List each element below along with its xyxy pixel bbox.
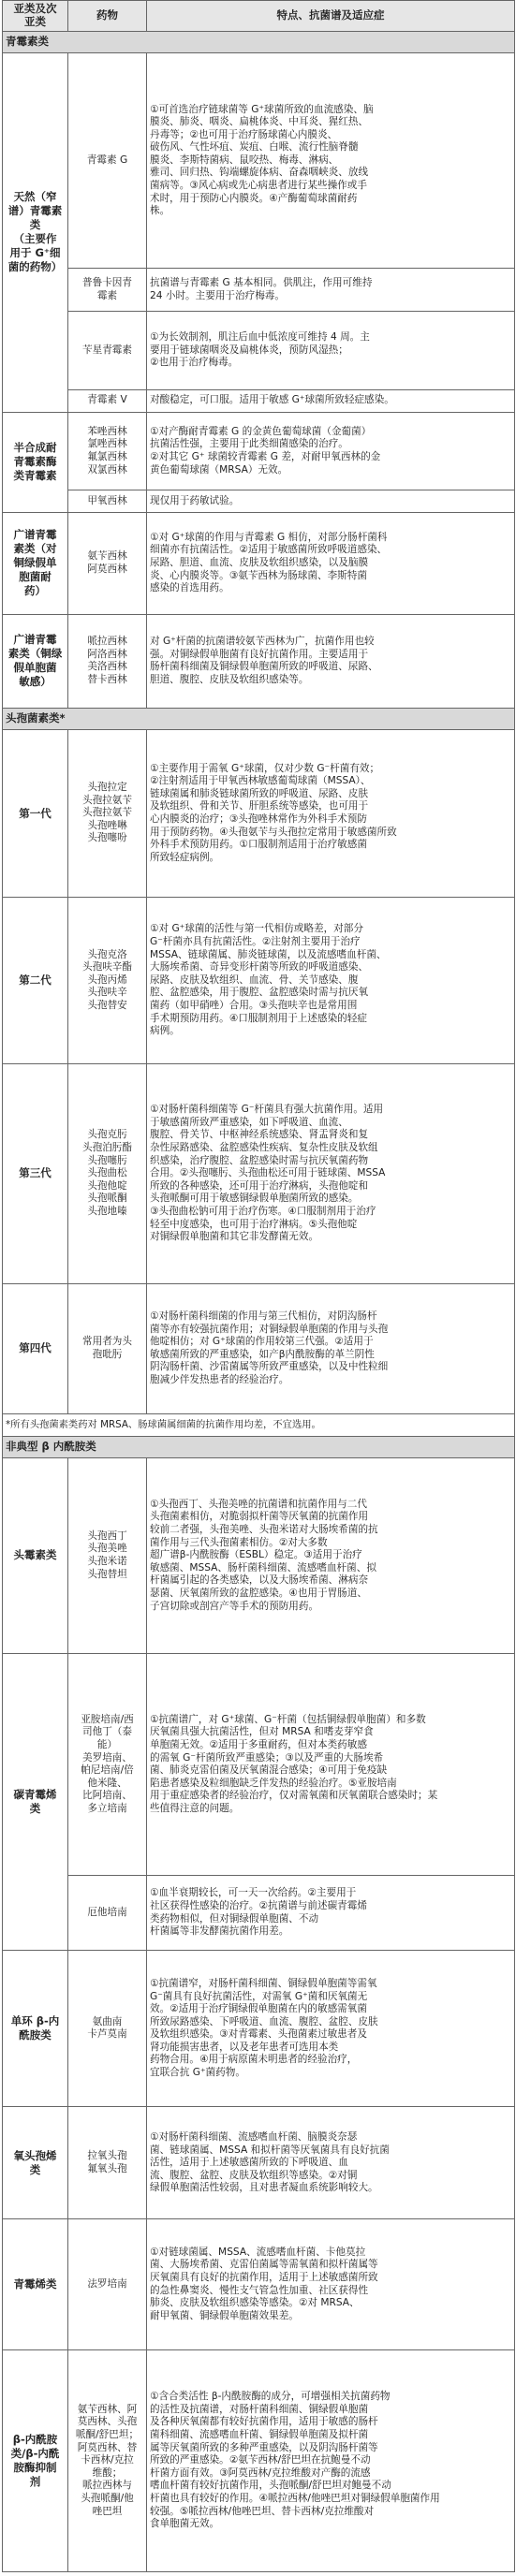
drug-cell [68, 513, 147, 615]
subclass-cell [3, 614, 68, 708]
features-cell [147, 1951, 515, 2107]
features-text: ①可首选治疗链球菌等 G⁺球菌所致的血流感染、脑 膜炎、肺炎、咽炎、扁桃体炎、中耳炎、猩红热、 丹毒等；②也可用于治疗肠球菌心内膜炎、 破伤风、气性坏疽、炭疽、白喉、流行性脑脊髓 膜炎、李斯特菌病、鼠咬热、梅毒、淋病、 雅司、回归热、钩端螺旋体病、奋森咽峡炎、放线 菌病等。③风心病或先心病患者进行某些操作或手 术时，用于预防心内膜炎。④产酶葡萄球菌耐药 株。 [150, 103, 374, 217]
drug-cell [68, 1654, 147, 1876]
subclass-cell [3, 1951, 68, 2107]
features-text: ①对链球菌属、MSSA、流感嗜血杆菌、卡他莫拉 菌、大肠埃希菌、克雷伯菌属等需氧菌和拟杆菌属等 厌氧菌具有良好的抗菌作用，适用于上述敏感菌所致 的急性鼻窦炎、慢性支气管急性加重、社区获得性 肺炎、皮肤及软组织感染等感染。②对 MRSA、 耐甲氧菌、铜绿假单胞菌效果差。 [150, 2246, 378, 2321]
features-cell [147, 490, 515, 513]
features-cell [147, 2219, 515, 2349]
drug-names: 亚胺培南/西 司他丁（泰 能） 美罗培南、 帕尼培南/倍 他米隆、 比阿培南、 多立培南 [81, 1713, 134, 1814]
drug-names: 哌拉西林 阿洛西林 美洛西林 替卡西林 [87, 636, 127, 686]
subclass-cell [3, 2107, 68, 2219]
table-row [3, 1457, 515, 1653]
subclass-cell [3, 1283, 68, 1413]
features-cell [147, 389, 515, 412]
features-cell [147, 513, 515, 615]
table-row [3, 389, 515, 412]
subclass-label: 第一代 [19, 806, 52, 820]
table-row [3, 490, 515, 513]
drug-cell [68, 1876, 147, 1951]
drug-names: 常用者为头 孢吡肟 [82, 1336, 132, 1360]
table-row [3, 2219, 515, 2349]
table-row [3, 1951, 515, 2107]
drug-cell [68, 2107, 147, 2219]
features-cell [147, 1654, 515, 1876]
drug-names: 头孢拉定 头孢拉氨苄 头孢拉氨苄 头孢唑啉 头孢噻吩 [82, 782, 132, 844]
subclass-label: 青霉烯类 [13, 2277, 57, 2291]
beta-lactam-table [2, 0, 515, 2572]
features-cell [147, 269, 515, 312]
features-text: ①对 G⁺球菌的作用与青霉素 G 相仿，对部分肠杆菌科 细菌亦有抗菌活性。②适用于敏感菌所致呼吸道感染、 尿路、胆道、血流、皮肤及软组织感染，以及脑膜 炎、心内膜炎等。③氨苄西林为肠球菌、李斯特菌 感染的首选用药。 [150, 531, 388, 594]
drug-names: 头孢克洛 头孢呋辛酯 头孢丙烯 头孢呋辛 头孢替安 [82, 948, 132, 1011]
drug-cell [68, 1951, 147, 2107]
subclass-cell [3, 53, 68, 412]
features-cell [147, 1876, 515, 1951]
features-text: ①抗菌谱广，对 G⁺球菌、G⁻杆菌（包括铜绿假单胞菌）和多数 厌氧菌具强大抗菌活性，但对 MRSA 和嗜麦芽窄食 单胞菌无效。②适用于多重耐药，但对本类药敏感 的需氧 G⁻杆菌所致严重感染；③以及严重的大肠埃希 菌、肺炎克雷伯菌及厌氧菌混合感染；④可用于免疫缺 陷患者感染及粒细胞缺乏伴发热的经验治疗。⑤亚胺培南 用于重症感染者的经验治疗，仅对需氧菌和厌氧菌联合感染时；某 些值得注意的问题。 [150, 1713, 438, 1814]
table-row [3, 730, 515, 898]
subclass-cell [3, 1064, 68, 1283]
drug-cell [68, 389, 147, 412]
drug-cell [68, 2219, 147, 2349]
features-text: ①对肠杆菌科细菌的作用与第三代相仿，对阴沟肠杆 菌等亦有较强抗菌作用；对铜绿假单胞菌的作用与头孢 他啶相仿；对 G⁺球菌的作用较第三代强。②适用于 敏感菌所致的严重感染，如产β内酰胺酶的革兰阴性 阴沟肠杆菌、沙雷菌属等所致严重感染，以及中性粒细 胞减少伴发热患者的经验治疗。 [150, 1310, 389, 1385]
table-row [3, 1283, 515, 1413]
table-row [3, 412, 515, 490]
drug-names: 拉氧头孢 氟氧头孢 [87, 2150, 127, 2174]
features-text: ①抗菌谱窄，对肠杆菌科细菌、铜绿假单胞菌等需氧 G⁻菌具有良好抗菌活性，对需氧 G⁺菌和厌氧菌无 效。②适用于治疗铜绿假单胞菌在内的敏感需氧菌 所致尿路感染、下呼吸道、血流、腹腔、盆腔、皮肤 及软组织感染。③对青霉素、头孢菌素过敏患者及 肾功能损害患者，以及老年患者可选用本类 药物合用。④用于病原菌未明患者的经验治疗， 宜联合抗 G⁺菌药物。 [150, 1977, 378, 2079]
subclass-label: 单环 β-内 酰胺类 [10, 2014, 60, 2042]
subclass-cell [3, 2219, 68, 2349]
features-cell [147, 1457, 515, 1653]
subclass-cell [3, 2349, 68, 2571]
table-row [3, 53, 515, 269]
features-text: ①血半衰期较长，可一天一次给药。②主要用于 社区获得性感染的治疗。②抗菌谱与前述碳青霉烯 类药物相似，但对铜绿假单胞菌、不动 杆菌属等非发酵菌抗菌作用差。 [150, 1887, 367, 1938]
header-features: 特点、抗菌谱及适应症 [147, 1, 515, 32]
drug-names: 厄他培南 [87, 1906, 127, 1918]
subclass-label: β-内酰胺 类/β-内酰 胺酶抑制 剂 [10, 2432, 60, 2488]
section-row [3, 32, 515, 53]
features-text: ①对肠杆菌科细菌等 G⁻杆菌具有强大抗菌作用。适用 于敏感菌所致严重感染，如下呼吸道、血流、 腹腔、骨关节、中枢神经系统感染、肾盂肾炎和复 杂性尿路感染、盆腔感染性疾病、复杂性皮肤及软组 织感染，治疗腹腔、盆腔感染时需与抗厌氧菌药物 合用。②头孢噻肟、头孢曲松还可用于链球菌、MSSA 所致的各种感染，还可用于治疗淋病，头孢他啶和 头孢哌酮可用于敏感铜绿假单胞菌所致的感染。 ③头孢曲松钠可用于治疗伤寒。④口服制剂用于治疗 轻至中度感染，也可用于治疗淋病。⑤头孢他啶 对铜绿假单胞菌和其它非发酵菌无效。 [150, 1104, 386, 1243]
table-row [3, 897, 515, 1064]
subclass-cell [3, 513, 68, 615]
features-cell [147, 312, 515, 390]
drug-names: 氨苄西林 阿莫西林 [87, 550, 127, 575]
features-text: ①头孢西丁、头孢美唑的抗菌谱和抗菌作用与二代 头孢菌素相仿，对脆弱拟杆菌等厌氧菌的抗菌作用 较前二者强，头孢美唑、头孢米诺对大肠埃希菌的抗 菌作用与三代头孢菌素相仿。②对大多数 超广谱β-内酰胺酶（ESBL）稳定。③适用于治疗 敏感菌、MSSA、肠杆菌科细菌、流感嗜血杆菌、拟 杆菌属引起的各类感染，以及大肠埃希菌、淋病奈 瑟菌、厌氧菌所致的盆腔感染。④也用于胃肠道、 子宫切除或剖宫产等手术的预防用药。 [150, 1498, 378, 1612]
features-text: ①含合类活性 β-内酰胺酶的成分，可增强相关抗菌药物 的活性及抗菌谱，对肠杆菌科细菌、铜绿假单胞菌 及各种厌氧菌都有较好抗菌作用，适用于敏感的肠杆 菌科细菌、流感嗜血杆菌、铜绿假单胞菌及拟杆菌 属等厌氧菌所致的多种严重感染，以及阴沟肠杆菌等 所致的严重感染。②氨苄西林/舒巴坦在抗鲍曼不动 杆菌方面有效。③阿莫西林/克拉维酸对产酶的流感 嗜血杆菌有较好抗菌作用，头孢哌酮/舒巴坦对鲍曼不动 杆菌也具有较好的作用。④哌拉西林/他唑巴坦对铜绿假单胞菌作用 较强。⑤哌拉西林/他唑巴坦、替卡西林/克拉维酸对 食单胞菌无效。 [150, 2391, 440, 2530]
features-text: 对 G⁺杆菌的抗菌谱较氨苄西林为广，抗菌作用也较 强。对铜绿假单胞菌有良好抗菌作用。主要适用于 肠杆菌科细菌及铜绿假单胞菌所致的呼吸道、尿路、 胆道、腹腔、皮肤及软组织感染等。 [150, 636, 378, 686]
drug-cell [68, 2349, 147, 2571]
footnote: *所有头孢菌素类药对 MRSA、肠球菌属细菌的抗菌作用均差，不宜选用。 [3, 1414, 515, 1437]
section-title: 青霉素类 [3, 32, 515, 53]
features-cell [147, 2349, 515, 2571]
table-row [3, 614, 515, 708]
subclass-label: 第四代 [19, 1341, 52, 1355]
drug-names: 氨苄西林、阿 莫西林、头孢 哌酮/舒巴坦； 阿莫西林、替 卡西林/克拉 维酸； 哌拉西林与 头孢哌酮/他 唑巴坦 [75, 2403, 140, 2517]
table-row [3, 269, 515, 312]
drug-names: 法罗培南 [87, 2277, 127, 2290]
subclass-label: 氧头孢烯 类 [13, 2148, 57, 2176]
table-row [3, 1414, 515, 1437]
subclass-label: 第三代 [19, 1166, 52, 1180]
subclass-label: 半合成耐 青霉素酶 类青霉素 [13, 441, 57, 483]
subclass-label: 第二代 [19, 973, 52, 988]
subclass-label: 广谱青霉 素类（对 铜绿假单 胞菌耐 药） [13, 528, 57, 598]
drug-names: 甲氧西林 [87, 494, 127, 506]
section-title: 非典型 β 内酰胺类 [3, 1436, 515, 1457]
subclass-cell [3, 412, 68, 512]
subclass-label: 碳青霉烯 类 [13, 1788, 57, 1816]
drug-names: 青霉素 V [87, 394, 127, 406]
features-cell [147, 730, 515, 898]
section-title: 头孢菌素类* [3, 709, 515, 730]
drug-cell [68, 1064, 147, 1283]
header-subclass: 亚类及次 亚类 [3, 1, 68, 32]
subclass-label: 天然（窄 谱）青霉素 类 （主要作 用于 G⁺细 菌的药物） [7, 190, 63, 274]
drug-cell [68, 730, 147, 898]
subclass-cell [3, 897, 68, 1064]
features-cell [147, 614, 515, 708]
features-text: 现仅用于药敏试验。 [150, 494, 240, 506]
features-text: ①对 G⁺球菌的活性与第一代相仿或略差，对部分 G⁻杆菌亦具有抗菌活性。②注射剂主要用于治疗 MSSA、链球菌属、肺炎链球菌，以及流感嗜血杆菌、 大肠埃希菌、奇异变形杆菌等所致的呼吸道感染、 尿路、皮肤及软组织、血流、骨、关节感染、腹 腔、盆腔感染，用于腹腔、盆腔感染时需与抗厌氧 菌药（如甲硝唑）合用。③头孢呋辛也是常用围 手术期预防用药。④口服制剂用于上述感染的轻症 病例。 [150, 923, 387, 1037]
drug-names: 苯唑西林 氯唑西林 氟氯西林 双氯西林 [87, 425, 127, 476]
features-text: 抗菌谱与青霉素 G 基本相同。供肌注，作用可维持 24 小时。主要用于治疗梅毒。 [150, 277, 373, 301]
features-cell [147, 53, 515, 269]
features-cell [147, 2107, 515, 2219]
features-text: ①对肠杆菌科细菌、流感嗜血杆菌、脑膜炎奈瑟 菌、链球菌属、MSSA 和拟杆菌等厌氧菌具有良好抗菌 活性，适用于上述敏感菌所致的下呼吸道、血 流、腹腔、盆腔、皮肤及软组织等感染。②对铜 绿假单胞菌活性较弱，且对患者凝血系统影响较大。 [150, 2130, 390, 2194]
drug-cell [68, 614, 147, 708]
drug-cell [68, 412, 147, 490]
drug-names: 头孢西丁 头孢美唑 头孢米诺 头孢替坦 [87, 1530, 127, 1580]
drug-cell [68, 1283, 147, 1413]
header-row [3, 1, 515, 32]
subclass-cell [3, 1654, 68, 1951]
section-row [3, 709, 515, 730]
features-cell [147, 1283, 515, 1413]
drug-names: 普鲁卡因青 霉素 [82, 277, 132, 301]
table-row [3, 513, 515, 615]
drug-cell [68, 1457, 147, 1653]
drug-cell [68, 897, 147, 1064]
table-row [3, 2107, 515, 2219]
drug-cell [68, 269, 147, 312]
subclass-label: 头霉素类 [13, 1548, 57, 1562]
subclass-cell [3, 1457, 68, 1653]
subclass-label: 广谱青霉 素类（铜绿 假单胞菌 敏感） [7, 633, 63, 689]
features-text: ①主要作用于需氧 G⁺球菌，仅对少数 G⁻杆菌有效； ②注射剂适用于甲氧西林敏感葡萄球菌（MSSA）、 链球菌属和肺炎链球菌所致的呼吸道、尿路、皮肤 及软组织、骨和关节、肝胆系统等感染，也可用于 心内膜炎的治疗；③头孢唑林常作为外科手术预防 用于预防药物。④头孢氨苄与头孢拉定常用于敏感菌所致 外科手术预防用药。①口服制剂适用于治疗敏感菌 所致轻症病例。 [150, 762, 397, 863]
drug-cell [68, 490, 147, 513]
features-text: ①为长效制剂，肌注后血中低浓度可维持 4 周。主 要用于链球菌咽炎及扁桃体炎，预防风湿热； ②也用于治疗梅毒。 [150, 331, 370, 369]
drug-names: 青霉素 G [86, 154, 128, 166]
features-cell [147, 897, 515, 1064]
section-row [3, 1436, 515, 1457]
subclass-cell [3, 730, 68, 898]
drug-names: 头孢克肟 头孢泊肟酯 头孢噻肟 头孢曲松 头孢他啶 头孢哌酮 头孢地嗪 [82, 1129, 132, 1217]
features-cell [147, 412, 515, 490]
features-cell [147, 1064, 515, 1283]
features-text: 对酸稳定，可口服。适用于敏感 G⁺球菌所致轻症感染。 [150, 394, 394, 406]
table-row [3, 1876, 515, 1951]
table-row [3, 1064, 515, 1283]
table-row [3, 2349, 515, 2571]
header-drug: 药物 [68, 1, 147, 32]
table-row [3, 312, 515, 390]
drug-cell [68, 53, 147, 269]
drug-cell [68, 312, 147, 390]
table-row [3, 1654, 515, 1876]
drug-names: 氨曲南 卡芦莫南 [87, 2015, 127, 2041]
features-text: ①对产酶耐青霉素 G 的金黄色葡萄球菌（金葡菌） 抗菌活性强，主要用于此类细菌感染的治疗。 ②对其它 G⁺ 球菌较青霉素 G 差，对耐甲氧西林的金 黄色葡萄球菌（MRSA）无效。 [150, 425, 381, 476]
drug-names: 苄星青霉素 [82, 344, 132, 356]
